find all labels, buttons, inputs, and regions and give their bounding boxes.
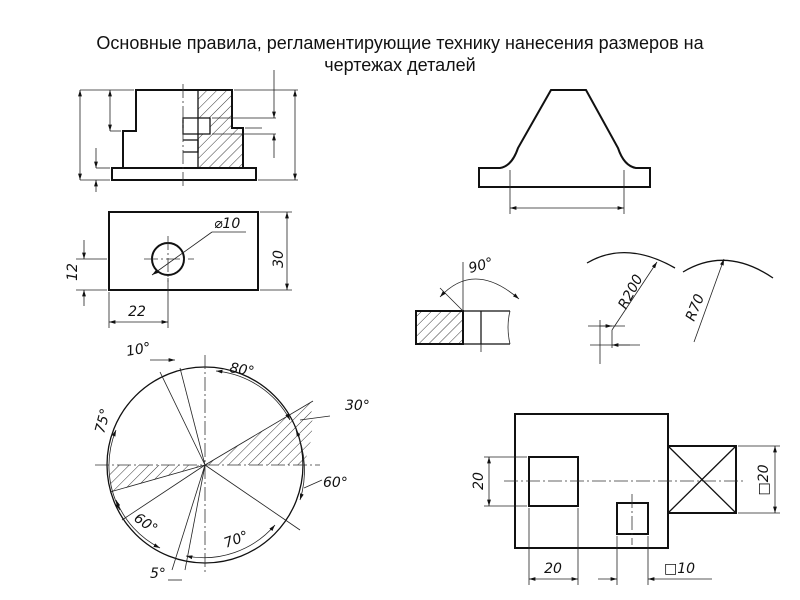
- angle-80-label: 80°: [228, 360, 256, 381]
- angle-5-label: 5°: [150, 566, 166, 582]
- height-30-label: 30: [271, 250, 287, 268]
- angle-60-left-label: 60°: [130, 510, 161, 538]
- angle-dimension-circle: [92, 340, 369, 582]
- angle-60-right-label: 60°: [323, 475, 348, 491]
- part-with-square-features: [471, 414, 780, 585]
- title-line-2: чертежах деталей: [324, 55, 476, 75]
- size-20-square-label: □20: [756, 464, 772, 496]
- diameter-label: ⌀10: [214, 216, 241, 232]
- trapezoid-part-view: [479, 90, 650, 214]
- stepped-part-section-view: [80, 70, 298, 192]
- width-22-label: 22: [128, 304, 146, 320]
- angle-10-label: 10°: [124, 339, 153, 360]
- title-line-1: Основные правила, регламентирующие технику нанесения размеров на: [96, 33, 704, 53]
- radius-200-label: R200: [615, 272, 647, 312]
- size-20-bottom-label: 20: [544, 561, 562, 577]
- plate-with-hole-view: [65, 212, 292, 328]
- angle-90-label: 90°: [466, 254, 496, 277]
- angle-90-detail: [416, 255, 519, 352]
- angle-70-label: 70°: [221, 528, 251, 552]
- angle-75-label: 75°: [92, 406, 115, 436]
- size-20-left-label: 20: [471, 472, 487, 490]
- height-12-label: 12: [65, 263, 81, 281]
- angle-30-label: 30°: [345, 398, 370, 414]
- radius-70-label: R70: [682, 291, 709, 324]
- size-10-square-label: □10: [664, 561, 696, 577]
- radius-examples: [587, 253, 773, 364]
